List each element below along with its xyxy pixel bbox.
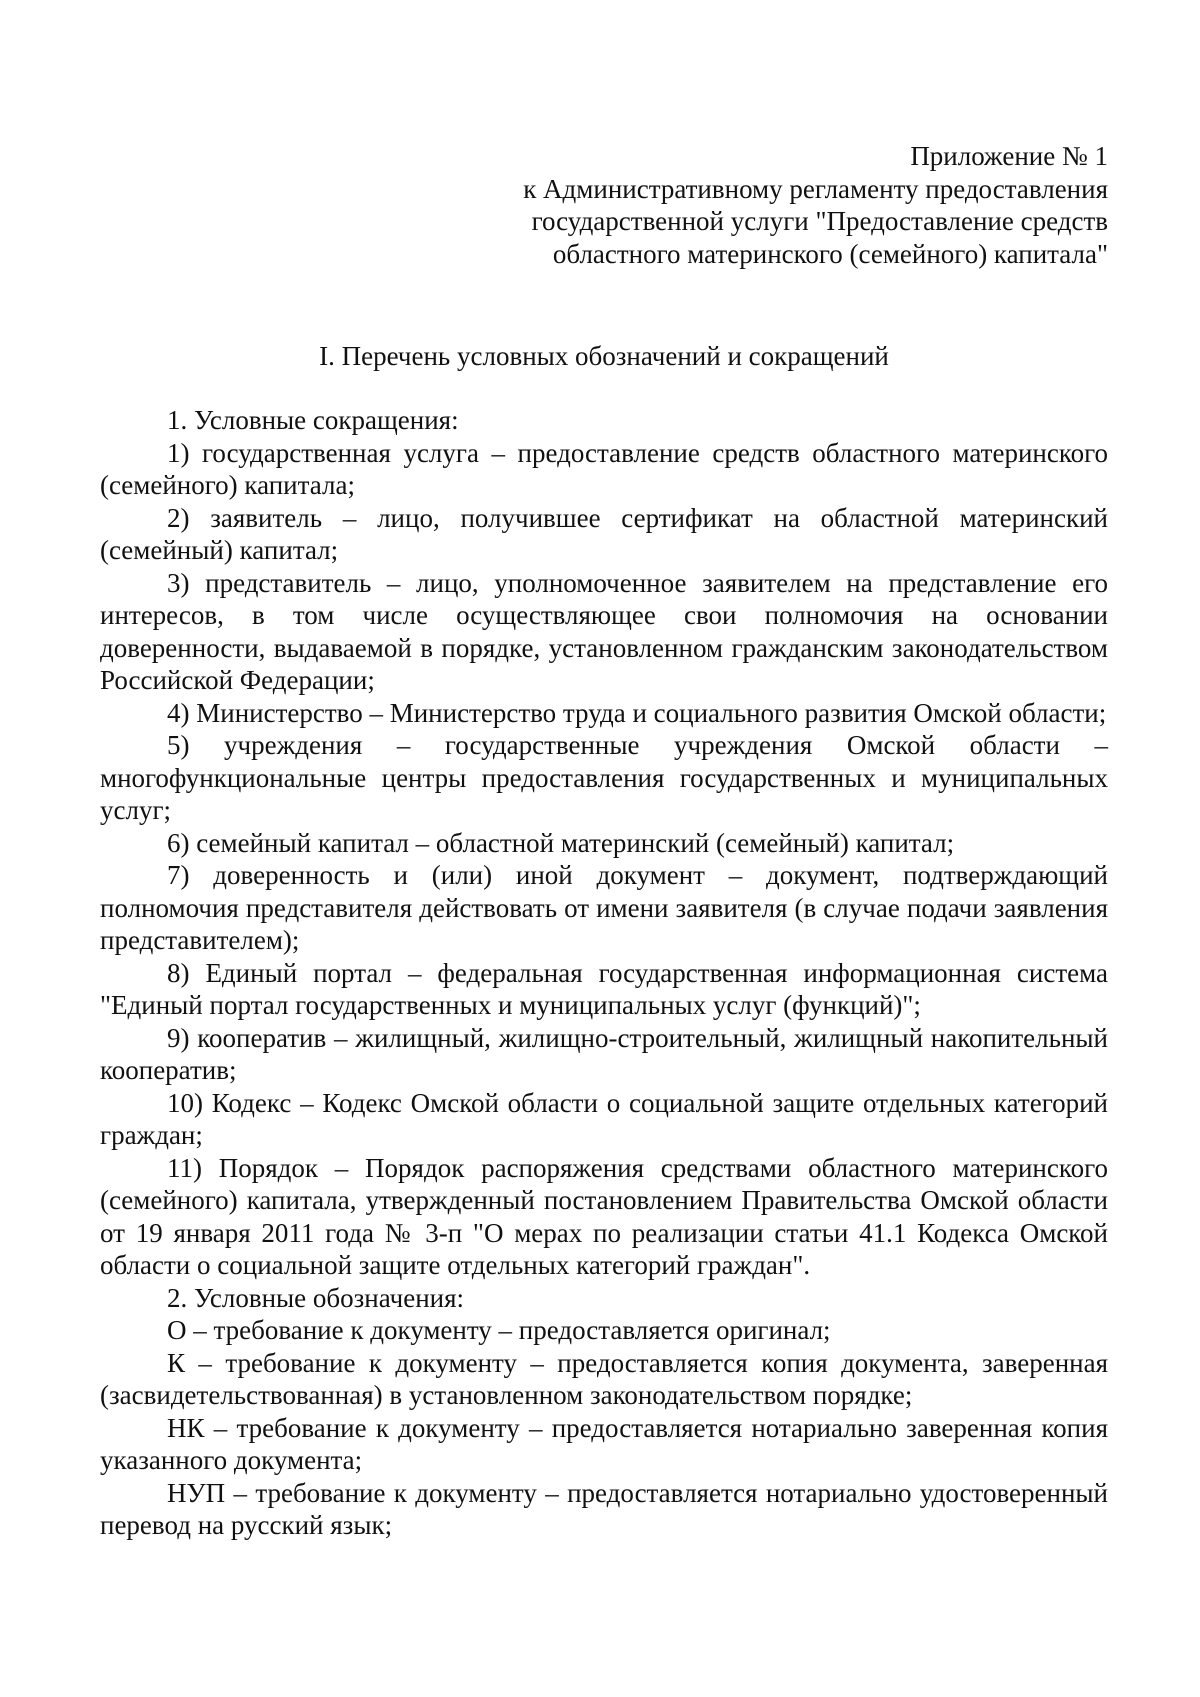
appendix-reference-line: областного материнского (семейного) капитала" [552,238,1108,269]
list-item: 1) государственная услуга – предоставление средств областного материнского (семейного) капитала; [100,437,1108,500]
appendix-number: Приложение № 1 [910,141,1108,171]
list-item: 5) учреждения – государственные учреждения Омской области – многофункциональные центры предоставления государственных и муниципальных услуг; [100,730,1108,825]
document-body [100,404,1108,1542]
list-item: К – требование к документу – предоставляется копия документа, заверенная (засвидетельствованная) в установленном законодательством порядке; [100,1347,1108,1410]
list-item: 9) кооператив – жилищный, жилищно-строительный, жилищный накопительный кооператив; [100,1022,1108,1085]
list-item: НК – требование к документу – предоставляется нотариально заверенная копия указанного документа; [100,1412,1108,1475]
list-item: 2) заявитель – лицо, получившее сертификат на областной материнский (семейный) капитал; [100,502,1108,565]
list-item: 10) Кодекс – Кодекс Омской области о социальной защите отдельных категорий граждан; [100,1087,1108,1150]
list-item: НУП – требование к документу – предоставляется нотариально удостоверенный перевод на русский язык; [100,1477,1108,1540]
list-item: 11) Порядок – Порядок распоряжения средствами областного материнского (семейного) капитала, утвержденный постановлением Правительства Омской области от 19 января 2011 года № 3-п "О мерах по реализации статьи 41.1 Кодекса Омской области о социальной защите отдельных категорий граждан". [100,1152,1108,1280]
subsection-heading-symbols: 2. Условные обозначения: [167,1282,465,1313]
section-title: I. Перечень условных обозначений и сокращений [319,341,889,371]
appendix-reference-line: к Административному регламенту предоставления [523,173,1108,204]
list-item: 3) представитель – лицо, уполномоченное заявителем на представление его интересов, в том числе осуществляющее свои полномочия на основании доверенности, выдаваемой в порядке, установленном гражданским законодательством Российской Федерации; [100,567,1108,695]
appendix-reference-line: государственной услуги "Предоставление средств [531,206,1108,236]
list-item: 7) доверенность и (или) иной документ – документ, подтверждающий полномочия представителя действовать от имени заявителя (в случае подачи заявления представителем); [100,860,1108,955]
list-item: О – требование к документу – предоставляется оригинал; [167,1315,831,1345]
list-item: 6) семейный капитал – областной материнский (семейный) капитал; [167,827,955,858]
list-item: 8) Единый портал – федеральная государственная информационная система "Единый портал государственных и муниципальных услуг (функций)"; [100,957,1108,1020]
appendix-header [523,140,1108,270]
subsection-heading-abbreviations: 1. Условные сокращения: [167,405,459,435]
list-item: 4) Министерство – Министерство труда и социального развития Омской области; [167,697,1107,728]
